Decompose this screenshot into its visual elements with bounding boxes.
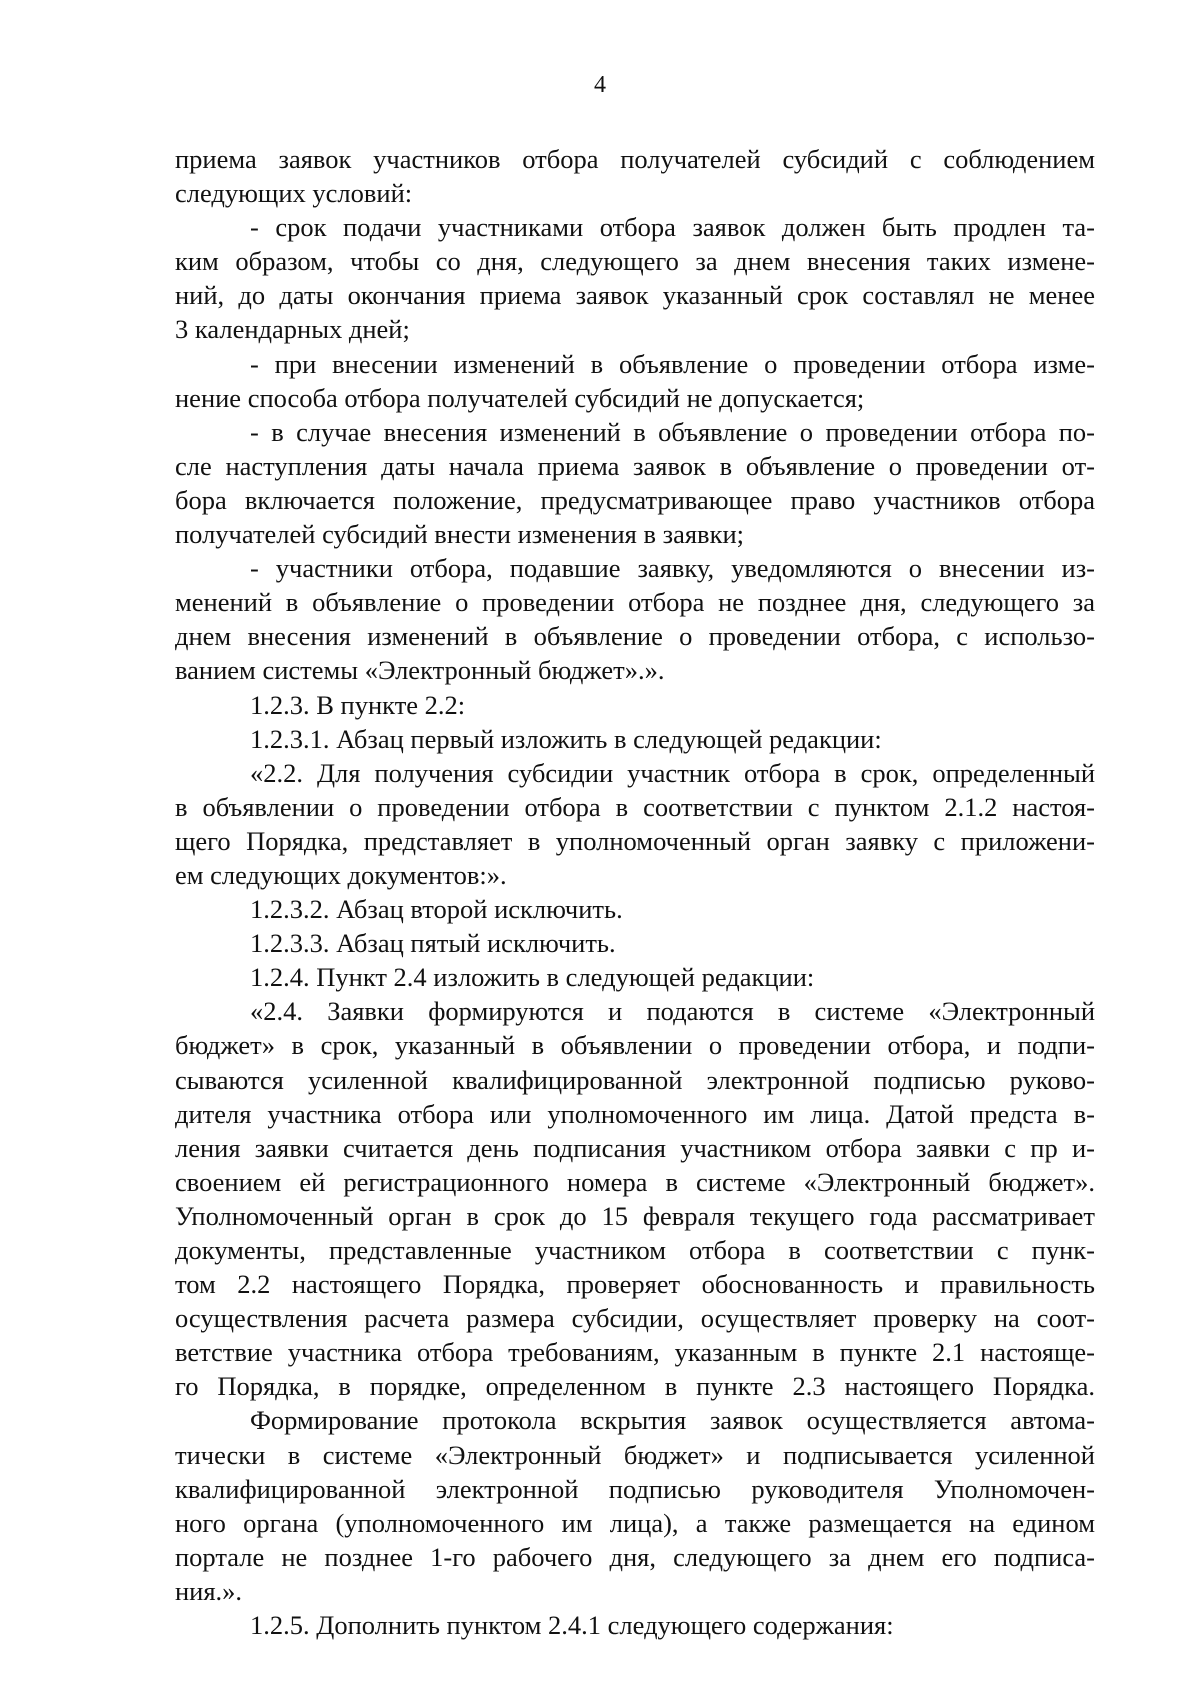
text-line: днем внесения изменений в объявление о проведении отбора, с использо- bbox=[175, 621, 1095, 652]
text-line: ким образом, чтобы со дня, следующего за днем внесения таких измене- bbox=[175, 246, 1095, 277]
text-line: 1.2.4. Пункт 2.4 изложить в следующей редакции: bbox=[250, 962, 815, 993]
text-line: - срок подачи участниками отбора заявок должен быть продлен та- bbox=[250, 212, 1095, 243]
text-line: ванием системы «Электронный бюджет».». bbox=[175, 655, 665, 686]
text-line: ний, до даты окончания приема заявок указанный срок составлял не менее bbox=[175, 280, 1095, 311]
text-line: осуществления расчета размера субсидии, осуществляет проверку на соот- bbox=[175, 1303, 1095, 1334]
document-body bbox=[175, 142, 1095, 1642]
text-line: - в случае внесения изменений в объявление о проведении отбора по- bbox=[250, 416, 1095, 447]
text-line: том 2.2 настоящего Порядка, проверяет обоснованность и правильность bbox=[175, 1269, 1095, 1300]
text-line: менений в объявление о проведении отбора не позднее дня, следующего за bbox=[175, 587, 1095, 618]
text-line: ветствие участника отбора требованиям, указанным в пункте 2.1 настояще- bbox=[175, 1337, 1095, 1368]
text-line: своением ей регистрационного номера в системе «Электронный бюджет». bbox=[175, 1166, 1095, 1197]
text-line: 1.2.3. В пункте 2.2: bbox=[250, 689, 466, 720]
text-line: нение способа отбора получателей субсидий не допускается; bbox=[175, 382, 865, 413]
text-line: 3 календарных дней; bbox=[175, 314, 410, 345]
text-line: - при внесении изменений в объявление о проведении отбора изме- bbox=[250, 348, 1095, 379]
text-line: 1.2.3.2. Абзац второй исключить. bbox=[250, 894, 623, 925]
text-line: сываются усиленной квалифицированной электронной подписью руково- bbox=[175, 1064, 1095, 1095]
text-line: Уполномоченный орган в срок до 15 февраля текущего года рассматривает bbox=[175, 1200, 1095, 1231]
text-line: дителя участника отбора или уполномоченного им лица. Датой предста в- bbox=[175, 1098, 1095, 1129]
text-line: «2.2. Для получения субсидии участник отбора в срок, определенный bbox=[250, 757, 1095, 788]
text-line: в объявлении о проведении отбора в соответствии с пунктом 2.1.2 настоя- bbox=[175, 791, 1095, 822]
text-line: тически в системе «Электронный бюджет» и подписывается усиленной bbox=[175, 1439, 1095, 1470]
text-line: го Порядка, в порядке, определенном в пункте 2.3 настоящего Порядка. bbox=[175, 1371, 1095, 1402]
text-line: 1.2.3.1. Абзац первый изложить в следующей редакции: bbox=[250, 723, 882, 754]
text-line: «2.4. Заявки формируются и подаются в системе «Электронный bbox=[250, 996, 1095, 1027]
text-line: 1.2.5. Дополнить пунктом 2.4.1 следующего содержания: bbox=[250, 1610, 894, 1641]
text-line: ния.». bbox=[175, 1575, 243, 1606]
text-line: следующих условий: bbox=[175, 178, 413, 209]
text-line: 1.2.3.3. Абзац пятый исключить. bbox=[250, 928, 616, 959]
text-line: ного органа (уполномоченного им лица), а также размещается на едином bbox=[175, 1507, 1095, 1538]
text-line: - участники отбора, подавшие заявку, уведомляются о внесении из- bbox=[250, 553, 1095, 584]
text-line: документы, представленные участником отбора в соответствии с пунк- bbox=[175, 1235, 1095, 1265]
text-line: щего Порядка, представляет в уполномоченный орган заявку с приложени- bbox=[175, 825, 1095, 856]
text-line: бора включается положение, предусматривающее право участников отбора bbox=[175, 484, 1095, 515]
text-line: ления заявки считается день подписания участником отбора заявки с пр и- bbox=[175, 1132, 1095, 1163]
text-line: получателей субсидий внести изменения в заявки; bbox=[175, 519, 744, 550]
page-number: 4 bbox=[594, 72, 606, 98]
text-line: портале не позднее 1-го рабочего дня, следующего за днем его подписа- bbox=[175, 1541, 1095, 1572]
text-line: приема заявок участников отбора получателей субсидий с соблюдением bbox=[175, 144, 1095, 174]
text-line: бюджет» в срок, указанный в объявлении о проведении отбора, и подпи- bbox=[175, 1030, 1095, 1061]
text-line: ем следующих документов:». bbox=[175, 859, 507, 890]
text-line: сле наступления даты начала приема заявок в объявление о проведении от- bbox=[175, 450, 1095, 481]
text-line: квалифицированной электронной подписью руководителя Уполномочен- bbox=[175, 1473, 1095, 1504]
text-line: Формирование протокола вскрытия заявок осуществляется автома- bbox=[250, 1405, 1095, 1436]
